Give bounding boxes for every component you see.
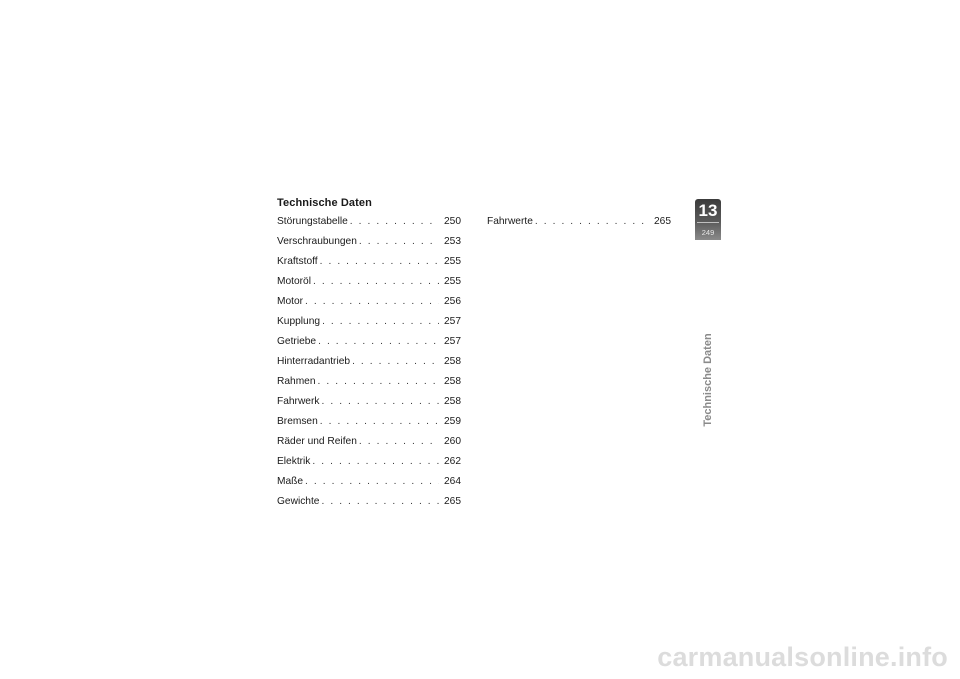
toc-entry-page: 265: [444, 496, 461, 507]
toc-entry[interactable]: [277, 216, 461, 236]
toc-entry[interactable]: [277, 296, 461, 316]
toc-entry[interactable]: [277, 496, 461, 516]
toc-entry[interactable]: [277, 456, 461, 476]
toc-entry[interactable]: [277, 276, 461, 296]
page-number: 249: [701, 228, 715, 237]
toc-entry-label: Räder und Reifen: [277, 436, 357, 447]
chapter-tab: [695, 199, 721, 240]
toc-entry[interactable]: [277, 316, 461, 336]
leader-dots: [312, 456, 439, 467]
toc-entry-page: 260: [444, 436, 461, 447]
leader-dots: [313, 276, 439, 287]
toc-entry[interactable]: [277, 396, 461, 416]
toc-entry[interactable]: [277, 436, 461, 456]
toc-entry[interactable]: [277, 336, 461, 356]
toc-entry-label: Störungstabelle: [277, 216, 348, 227]
toc-entry[interactable]: [277, 416, 461, 436]
leader-dots: [352, 356, 439, 367]
leader-dots: [322, 316, 439, 327]
toc-entry[interactable]: [277, 236, 461, 256]
section-title: Technische Daten: [277, 197, 372, 209]
toc-entry[interactable]: [487, 216, 671, 236]
toc-entry-label: Bremsen: [277, 416, 318, 427]
toc-entry-label: Kupplung: [277, 316, 321, 327]
toc-entry-label: Hinterradantrieb: [277, 356, 351, 367]
toc-entry-page: 264: [444, 476, 461, 487]
leader-dots: [535, 216, 649, 227]
leader-dots: [318, 336, 439, 347]
toc-entry-page: 255: [444, 256, 461, 267]
toc-entry-page: 265: [654, 216, 671, 227]
toc-entry[interactable]: [277, 356, 461, 376]
chapter-side-title: Technische Daten: [702, 333, 714, 427]
leader-dots: [359, 436, 439, 447]
toc-entry-label: Getriebe: [277, 336, 317, 347]
toc-entry-label: Motor: [277, 296, 304, 307]
toc-entry-page: 258: [444, 356, 461, 367]
toc-entry[interactable]: [277, 476, 461, 496]
leader-dots: [321, 396, 439, 407]
toc-entry-label: Maße: [277, 476, 304, 487]
leader-dots: [320, 256, 439, 267]
toc-entry-label: Motoröl: [277, 276, 311, 287]
toc-entry[interactable]: [277, 256, 461, 276]
toc-entry-page: 258: [444, 376, 461, 387]
leader-dots: [359, 236, 439, 247]
toc-entry-page: 262: [444, 456, 461, 467]
toc-right-column: [487, 216, 671, 236]
chapter-tab-divider: [697, 222, 719, 223]
watermark: carmanualsonline.info: [657, 642, 948, 672]
leader-dots: [305, 296, 439, 307]
leader-dots: [321, 496, 439, 507]
toc-entry-label: Rahmen: [277, 376, 316, 387]
toc-entry-label: Fahrwerk: [277, 396, 320, 407]
toc-entry-page: 253: [444, 236, 461, 247]
toc-entry-page: 257: [444, 336, 461, 347]
toc-entry-label: Verschraubungen: [277, 236, 357, 247]
leader-dots: [320, 416, 439, 427]
leader-dots: [318, 376, 439, 387]
toc-left-column: [277, 216, 461, 516]
toc-entry-page: 255: [444, 276, 461, 287]
toc-entry-page: 259: [444, 416, 461, 427]
toc-entry[interactable]: [277, 376, 461, 396]
chapter-number: 13: [698, 201, 718, 220]
toc-entry-page: 256: [444, 296, 461, 307]
toc-entry-page: 258: [444, 396, 461, 407]
leader-dots: [305, 476, 439, 487]
toc-entry-label: Fahrwerte: [487, 216, 533, 227]
toc-entry-label: Kraftstoff: [277, 256, 318, 267]
toc-entry-page: 250: [444, 216, 461, 227]
leader-dots: [350, 216, 439, 227]
toc-entry-page: 257: [444, 316, 461, 327]
toc-entry-label: Gewichte: [277, 496, 320, 507]
toc-entry-label: Elektrik: [277, 456, 311, 467]
